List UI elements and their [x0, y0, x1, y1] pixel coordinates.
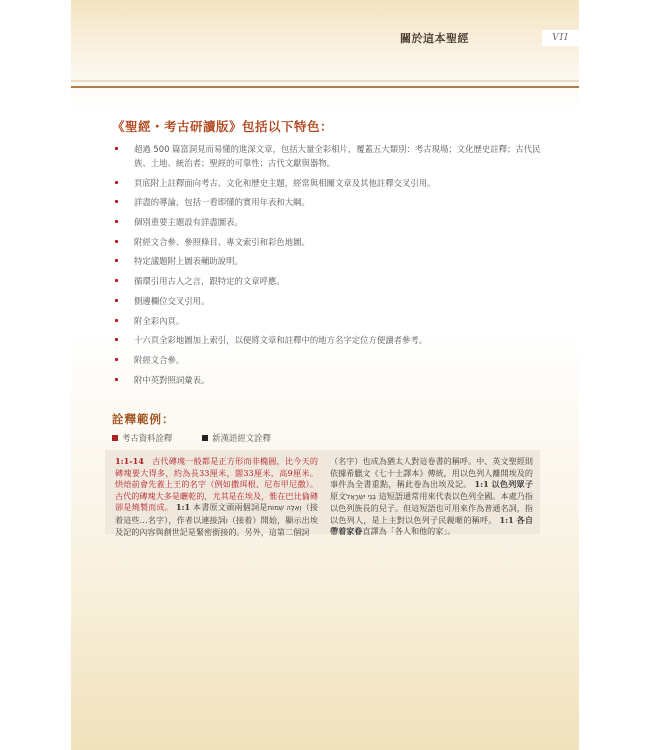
legend-item-archaeology: [112, 432, 172, 444]
feature-item: [112, 195, 552, 209]
legend-label: 考古資料詮釋: [122, 432, 173, 443]
feature-text: 特定議題附上圖表輔助說明。: [134, 256, 243, 267]
note-reference: 1:1: [474, 479, 489, 489]
feature-text: 側邊欄位交叉引用。: [134, 295, 210, 306]
feature-item: [112, 353, 552, 367]
bullet-icon: [115, 147, 118, 150]
page-content: [112, 117, 552, 452]
hebrew-text: וְאֵלֶּה שְׁמוֹת: [267, 504, 302, 512]
feature-item: [112, 235, 552, 249]
feature-text: 循環引用古人之言，跟特定的文章呼應。: [134, 276, 285, 287]
bullet-icon: [115, 259, 118, 262]
feature-text: 頁底附上註釋面向考古、文化和歷史主題，經常與相關文章及其他註釋交叉引用。: [134, 177, 436, 188]
book-page: [71, 0, 579, 750]
feature-item: [112, 294, 552, 308]
archaeology-note-text: 古代磚塊一般都是正方形而非橢圓，比今天的磚塊要大得多，約為長33厘米，闊33厘米，高9厘米。烘焙前會先蓋上王的名字（例如撒珥根、尼布甲尼撒）。古代的磚塊大多是曬乾的，尤其是在埃及，惟在巴比倫磚卻是燒製而成。: [115, 456, 318, 512]
note-text: （接着）開始，顯示出埃及記的內容與創世記是緊密銜接的。另外，這第二個詞: [115, 514, 318, 537]
page-number: VII: [542, 30, 579, 46]
bullet-icon: [115, 358, 118, 361]
note-text: 直譯為「各人和他的家」。: [362, 526, 456, 536]
note-text: （接着這些…名字），作者以連接詞: [115, 502, 318, 525]
note-text: 原文: [330, 490, 347, 501]
note-reference: 1:1: [499, 514, 514, 525]
feature-item: [112, 215, 552, 229]
feature-text: 附中英對照詞彙表。: [134, 374, 210, 385]
red-square-icon: [112, 435, 118, 441]
sample-notes-box: [105, 450, 540, 537]
feature-text: 詳盡的導論，包括一看即懂的實用年表和大綱。: [134, 197, 310, 208]
hebrew-text: בְּנֵי יִשְׂרָאֵל: [346, 492, 377, 501]
feature-text: 十六頁全彩地圖加上索引，以便將文章和註釋中的地方名字定位方便讀者參考。: [134, 335, 428, 346]
note-text: （名字）也成為猶太人對這卷書的稱呼。中、英文聖經則依據希臘文《七十士譯本》傳統，用以色列人離開埃及的事件為全書重點，稱此卷為出埃及記。: [330, 456, 533, 489]
header-rule-dark: [71, 86, 579, 88]
feature-text: 個別重要主題設有詳盡圖表。: [134, 217, 243, 228]
feature-item: [112, 274, 552, 288]
running-title: 關於這本聖經: [400, 32, 469, 45]
note-reference: 1:1: [175, 502, 191, 512]
feature-text: 附經文合參。: [134, 354, 185, 365]
bullet-icon: [115, 378, 118, 381]
notes-heading: 詮釋範例：: [112, 411, 175, 426]
bullet-icon: [115, 181, 118, 184]
feature-item: [112, 333, 552, 347]
bullet-icon: [115, 319, 118, 322]
feature-item: [112, 142, 552, 170]
feature-item: [112, 254, 552, 268]
archaeology-note-reference: 1:1-14: [115, 456, 144, 466]
feature-item: [112, 314, 552, 328]
bullet-icon: [115, 299, 118, 302]
bullet-icon: [115, 220, 118, 223]
feature-item: [112, 176, 552, 190]
note-term: 以色列眾子: [491, 479, 533, 489]
header-rule-light: [71, 80, 579, 82]
black-square-icon: [202, 435, 208, 441]
note-text: 本書原文頭兩個詞是: [192, 502, 268, 512]
feature-text: 超過 500 篇富洞見而易懂的進深文章，包括大量全彩相片，覆蓋五大類別：考古現場；文化歷史註釋；古代民族、土地、統治者；聖經的可靠性；古代文獻與器物。: [134, 144, 541, 168]
feature-text: 附經文合參、參照條目、專文索引和彩色地圖。: [134, 236, 310, 247]
feature-list: [112, 142, 552, 387]
note-text: 這短語通常用來代表以色列全國。本處乃指以色列族長的兒子。但這短語也可用來作為普通名詞，指以色列人，是上主對以色列子民親暱的稱呼。: [330, 490, 533, 525]
bullet-icon: [115, 240, 118, 243]
bullet-icon: [115, 200, 118, 203]
features-heading: 《聖經・考古研讀版》包括以下特色：: [112, 119, 334, 134]
notes-legend: [112, 432, 552, 444]
legend-item-scripture: [202, 432, 271, 444]
bullet-icon: [115, 338, 118, 341]
page-header: [71, 0, 579, 92]
feature-item: [112, 373, 552, 387]
bullet-icon: [115, 279, 118, 282]
note-term: 各自帶着家眷: [330, 514, 533, 536]
legend-label: 新漢語經文詮釋: [212, 432, 271, 443]
notes-right-column: [330, 456, 533, 536]
notes-left-column: [115, 456, 318, 537]
feature-text: 附全彩內頁。: [134, 315, 185, 326]
hebrew-text: ו: [225, 516, 228, 525]
